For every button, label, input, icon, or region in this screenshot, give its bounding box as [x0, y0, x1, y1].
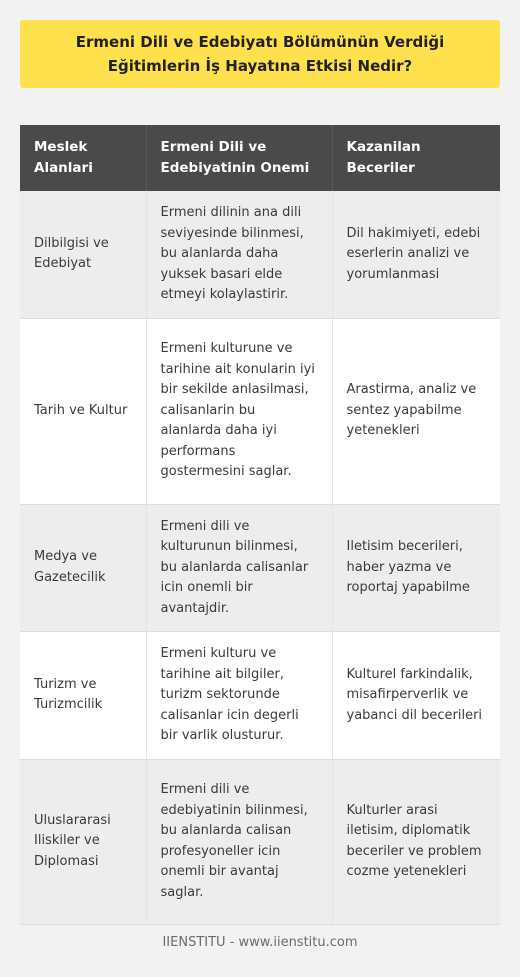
footer-credit: IIENSTITU - www.iienstitu.com	[162, 935, 358, 950]
cell-beceri: Dil hakimiyeti, edebi eserlerin analizi ve yorumlanmasi	[332, 191, 500, 318]
cell-beceri: Kulturel farkindalik, misafirperverlik ve yabanci dil becerileri	[332, 632, 500, 760]
table-row	[20, 759, 500, 924]
table-row	[20, 504, 500, 632]
cell-alan: Uluslararasi Iliskiler ve Diplomasi	[34, 812, 111, 869]
cell-alan: Tarih ve Kultur	[34, 402, 128, 418]
header-beceriler: Kazanilan Beceriler	[332, 125, 500, 191]
cell-onem: Ermeni dili ve edebiyatinin bilinmesi, bu alanlarda calisan profesyoneller icin onemli bir avantaj saglar.	[146, 759, 332, 924]
header-onemi: Ermeni Dili ve Edebiyatinin Onemi	[146, 125, 332, 191]
cell-alan: Dilbilgisi ve Edebiyat	[34, 235, 109, 272]
cell-onem: Ermeni kulturune ve tarihine ait konularin iyi bir sekilde anlasilmasi, calisanlarin bu alanlarda daha iyi performans gostermesini saglar.	[146, 318, 332, 504]
page-title: Ermeni Dili ve Edebiyatı Bölümünün Verdiği Eğitimlerin İş Hayatına Etkisi Nedir?	[75, 33, 445, 75]
cell-onem: Ermeni kulturu ve tarihine ait bilgiler, turizm sektorunde calisanlar icin degerli bir varlik olusturur.	[146, 632, 332, 760]
table-header-row	[20, 125, 500, 191]
table-row	[20, 632, 500, 760]
cell-alan: Medya ve Gazetecilik	[34, 549, 106, 585]
header-meslek-alanlari: Meslek Alanlari	[34, 139, 93, 176]
info-table	[20, 125, 500, 925]
cell-alan: Turizm ve Turizmcilik	[34, 676, 103, 713]
cell-onem: Ermeni dilinin ana dili seviyesinde bilinmesi, bu alanlarda daha yuksek basari elde etmeyi kolaylastirir.	[146, 191, 332, 318]
table-row	[20, 191, 500, 318]
cell-beceri: Kulturler arasi iletisim, diplomatik beceriler ve problem cozme yetenekleri	[332, 759, 500, 924]
cell-beceri: Iletisim becerileri, haber yazma ve roportaj yapabilme	[332, 504, 500, 632]
cell-onem: Ermeni dili ve kulturunun bilinmesi, bu alanlarda calisanlar icin onemli bir avantajdir.	[146, 504, 332, 632]
cell-beceri: Arastirma, analiz ve sentez yapabilme yetenekleri	[332, 318, 500, 504]
title-banner	[20, 20, 500, 88]
table-row	[20, 318, 500, 504]
